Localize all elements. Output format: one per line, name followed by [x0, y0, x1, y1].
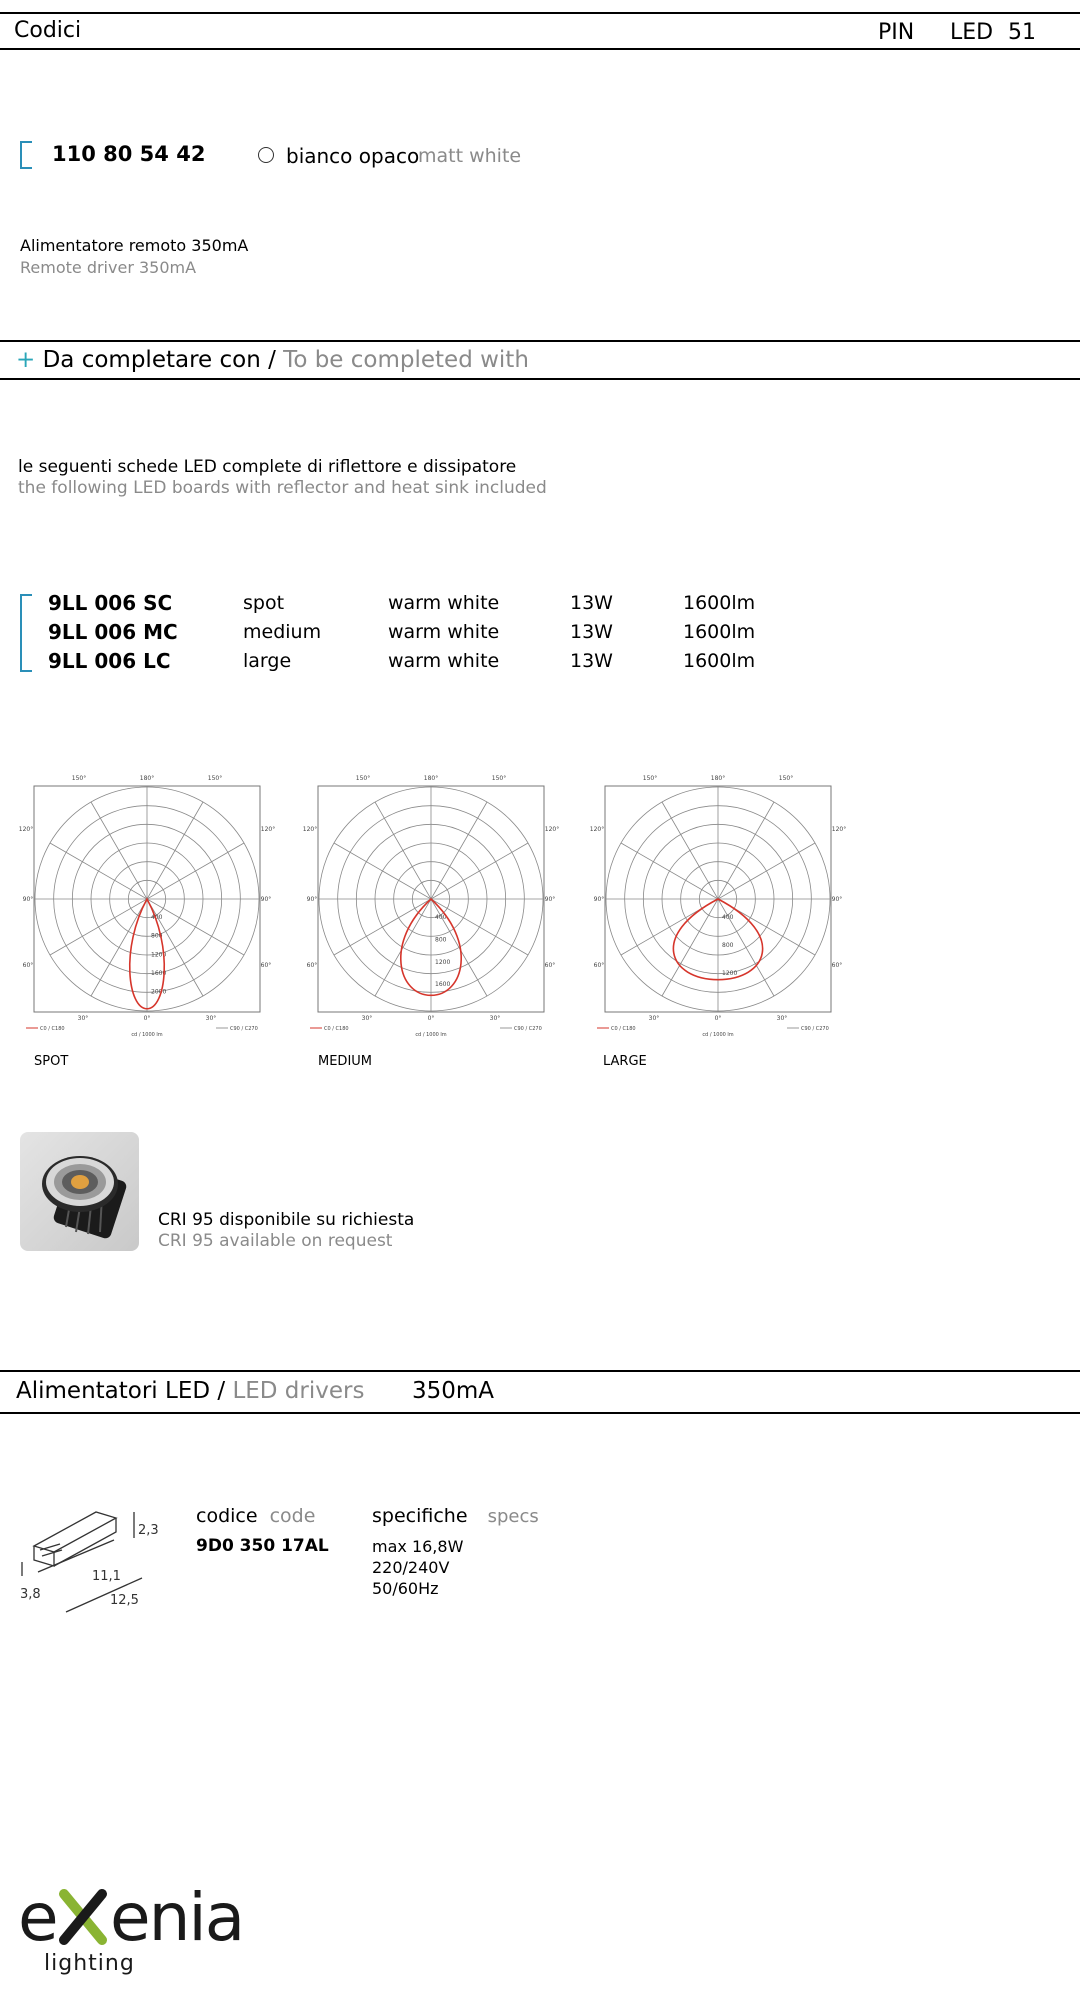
title-slash: / — [268, 347, 276, 373]
polar-angle-label: 60° — [306, 962, 318, 969]
polar-angle-label: 30° — [489, 1015, 501, 1022]
drivers-title-en: LED drivers — [232, 1378, 365, 1404]
legend-c0: C0 / C180 — [40, 1026, 65, 1032]
section-rule-top — [0, 340, 1080, 342]
logo-sub: lighting — [44, 1951, 135, 1976]
board-beam: large — [243, 650, 292, 672]
polar-angle-label: 30° — [776, 1015, 788, 1022]
polar-angle-label: 90° — [306, 896, 318, 903]
legend-c90: C90 / C270 — [230, 1026, 258, 1032]
polar-ring-label: 400 — [722, 914, 734, 921]
dim-length: 12,5 — [110, 1593, 139, 1608]
drivers-section-title — [16, 1378, 364, 1404]
legend-c0: C0 / C180 — [611, 1026, 636, 1032]
dim-height: 2,3 — [138, 1523, 159, 1538]
specs-label-it: specifiche — [372, 1505, 468, 1527]
polar-ring-label: 2000 — [151, 988, 167, 996]
board-code: 9LL 006 LC — [48, 649, 171, 673]
polar-angle-label: 150° — [491, 775, 507, 782]
polar-unit: cd / 1000 lm — [702, 1032, 734, 1038]
polar-angle-label: 120° — [260, 826, 276, 833]
polar-angle-label: 90° — [831, 896, 843, 903]
polar-ring-label: 1200 — [151, 951, 167, 959]
drivers-title-it: Alimentatori LED — [16, 1378, 211, 1404]
header-pin: PIN — [878, 20, 915, 45]
polar-angle-label: 120° — [831, 826, 847, 833]
header-led: LED — [950, 20, 994, 45]
polar-ring-label: 1600 — [435, 981, 451, 989]
driver-code: 9D0 350 17AL — [196, 1536, 329, 1556]
polar-angle-label: 120° — [589, 826, 605, 833]
driver-drawing — [18, 1500, 168, 1620]
boards-bracket — [20, 594, 32, 672]
polar-angle-label: 0° — [143, 1015, 151, 1022]
polar-ring-label: 400 — [151, 914, 163, 921]
drivers-rule-bottom — [0, 1412, 1080, 1414]
board-flux: 1600lm — [683, 592, 756, 614]
board-code: 9LL 006 MC — [48, 620, 178, 644]
svg-text:enia: enia — [110, 1879, 244, 1956]
polar-angle-label: 120° — [18, 826, 34, 833]
spec-frequency: 50/60Hz — [372, 1579, 439, 1598]
polar-angle-label: 30° — [361, 1015, 373, 1022]
polar-ring-label: 1200 — [435, 958, 451, 966]
color-en: matt white — [418, 145, 522, 167]
polar-unit: cd / 1000 lm — [415, 1032, 447, 1038]
cri-text-it: CRI 95 disponibile su richiesta — [158, 1210, 415, 1230]
code-label-en: code — [269, 1505, 316, 1527]
spec-voltage: 220/240V — [372, 1558, 450, 1577]
polar-angle-label: 0° — [714, 1015, 722, 1022]
polar-angle-label: 150° — [642, 775, 658, 782]
polar-angle-label: 90° — [593, 896, 605, 903]
driver-text-it: Alimentatore remoto 350mA — [20, 236, 249, 255]
board-color: warm white — [388, 592, 500, 614]
polar-ring-label: 1600 — [151, 970, 167, 977]
board-flux: 1600lm — [683, 650, 756, 672]
code-bracket — [20, 141, 32, 169]
polar-angle-label: 150° — [778, 775, 794, 782]
board-beam: spot — [243, 592, 285, 614]
polar-angle-label: 60° — [22, 962, 34, 969]
board-power: 13W — [570, 650, 613, 672]
polar-angle-label: 30° — [205, 1015, 217, 1022]
driver-text-en: Remote driver 350mA — [20, 258, 197, 277]
section-rule-bottom — [0, 378, 1080, 380]
color-it: bianco opaco — [286, 144, 420, 168]
specs-label — [372, 1505, 539, 1527]
polar-angle-label: 150° — [207, 775, 223, 782]
cri-text-en: CRI 95 available on request — [158, 1231, 393, 1251]
complete-section-title — [16, 347, 529, 373]
code-label-it: codice — [196, 1505, 258, 1527]
polar-ring-label: 1200 — [722, 970, 738, 977]
polar-ring-label: 800 — [722, 942, 734, 949]
polar-label-spot: SPOT — [34, 1054, 69, 1069]
polar-angle-label: 90° — [260, 896, 272, 903]
polar-angle-label: 180° — [139, 775, 155, 782]
legend-c90: C90 / C270 — [514, 1026, 542, 1032]
polar-charts — [0, 760, 1080, 1080]
page-title: Codici — [14, 18, 82, 43]
dim-depth: 3,8 — [20, 1587, 41, 1602]
polar-label-large: LARGE — [603, 1054, 647, 1069]
boards-desc-it: le seguenti schede LED complete di riflettore e dissipatore — [18, 457, 517, 477]
polar-label-medium: MEDIUM — [318, 1054, 373, 1069]
polar-angle-label: 60° — [831, 962, 843, 969]
spec-power: max 16,8W — [372, 1537, 464, 1556]
polar-ring-label: 800 — [151, 932, 163, 940]
polar-unit: cd / 1000 lm — [131, 1032, 163, 1038]
board-power: 13W — [570, 621, 613, 643]
board-color: warm white — [388, 621, 500, 643]
board-beam: medium — [243, 621, 322, 643]
polar-angle-label: 150° — [71, 775, 87, 782]
drivers-current: 350mA — [412, 1378, 495, 1404]
product-code: 110 80 54 42 — [52, 142, 206, 166]
polar-angle-label: 90° — [22, 896, 34, 903]
polar-angle-label: 60° — [544, 962, 556, 969]
legend-c90: C90 / C270 — [801, 1026, 829, 1032]
polar-angle-label: 30° — [648, 1015, 660, 1022]
polar-angle-label: 180° — [423, 775, 439, 782]
board-code: 9LL 006 SC — [48, 591, 173, 615]
polar-angle-label: 90° — [544, 896, 556, 903]
dim-inner: 11,1 — [92, 1569, 121, 1584]
drivers-title-slash: / — [217, 1378, 226, 1404]
board-color: warm white — [388, 650, 500, 672]
polar-ring-label: 800 — [435, 936, 447, 944]
polar-ring-label: 400 — [435, 914, 447, 921]
polar-angle-label: 120° — [544, 826, 560, 833]
complete-title-it: Da completare con — [42, 347, 261, 373]
page-number: 51 — [1008, 20, 1036, 45]
polar-angle-label: 60° — [593, 962, 605, 969]
complete-title-en: To be completed with — [283, 347, 529, 373]
header-top-rule — [0, 12, 1080, 14]
polar-angle-label: 180° — [710, 775, 726, 782]
drivers-rule-top — [0, 1370, 1080, 1372]
svg-text:e: e — [18, 1879, 57, 1956]
polar-angle-label: 30° — [77, 1015, 89, 1022]
legend-c0: C0 / C180 — [324, 1026, 349, 1032]
polar-angle-label: 0° — [427, 1015, 435, 1022]
polar-angle-label: 120° — [302, 826, 318, 833]
board-flux: 1600lm — [683, 621, 756, 643]
led-module-image — [20, 1132, 139, 1251]
polar-angle-label: 60° — [260, 962, 272, 969]
color-swatch-icon — [258, 147, 274, 163]
boards-desc-en: the following LED boards with reflector and heat sink included — [18, 478, 547, 498]
specs-label-en: specs — [487, 1506, 539, 1527]
header-bottom-rule — [0, 48, 1080, 50]
code-label — [196, 1505, 315, 1527]
board-power: 13W — [570, 592, 613, 614]
polar-angle-label: 150° — [355, 775, 371, 782]
plus-icon: + — [16, 347, 36, 373]
brand-logo — [18, 1878, 278, 1978]
